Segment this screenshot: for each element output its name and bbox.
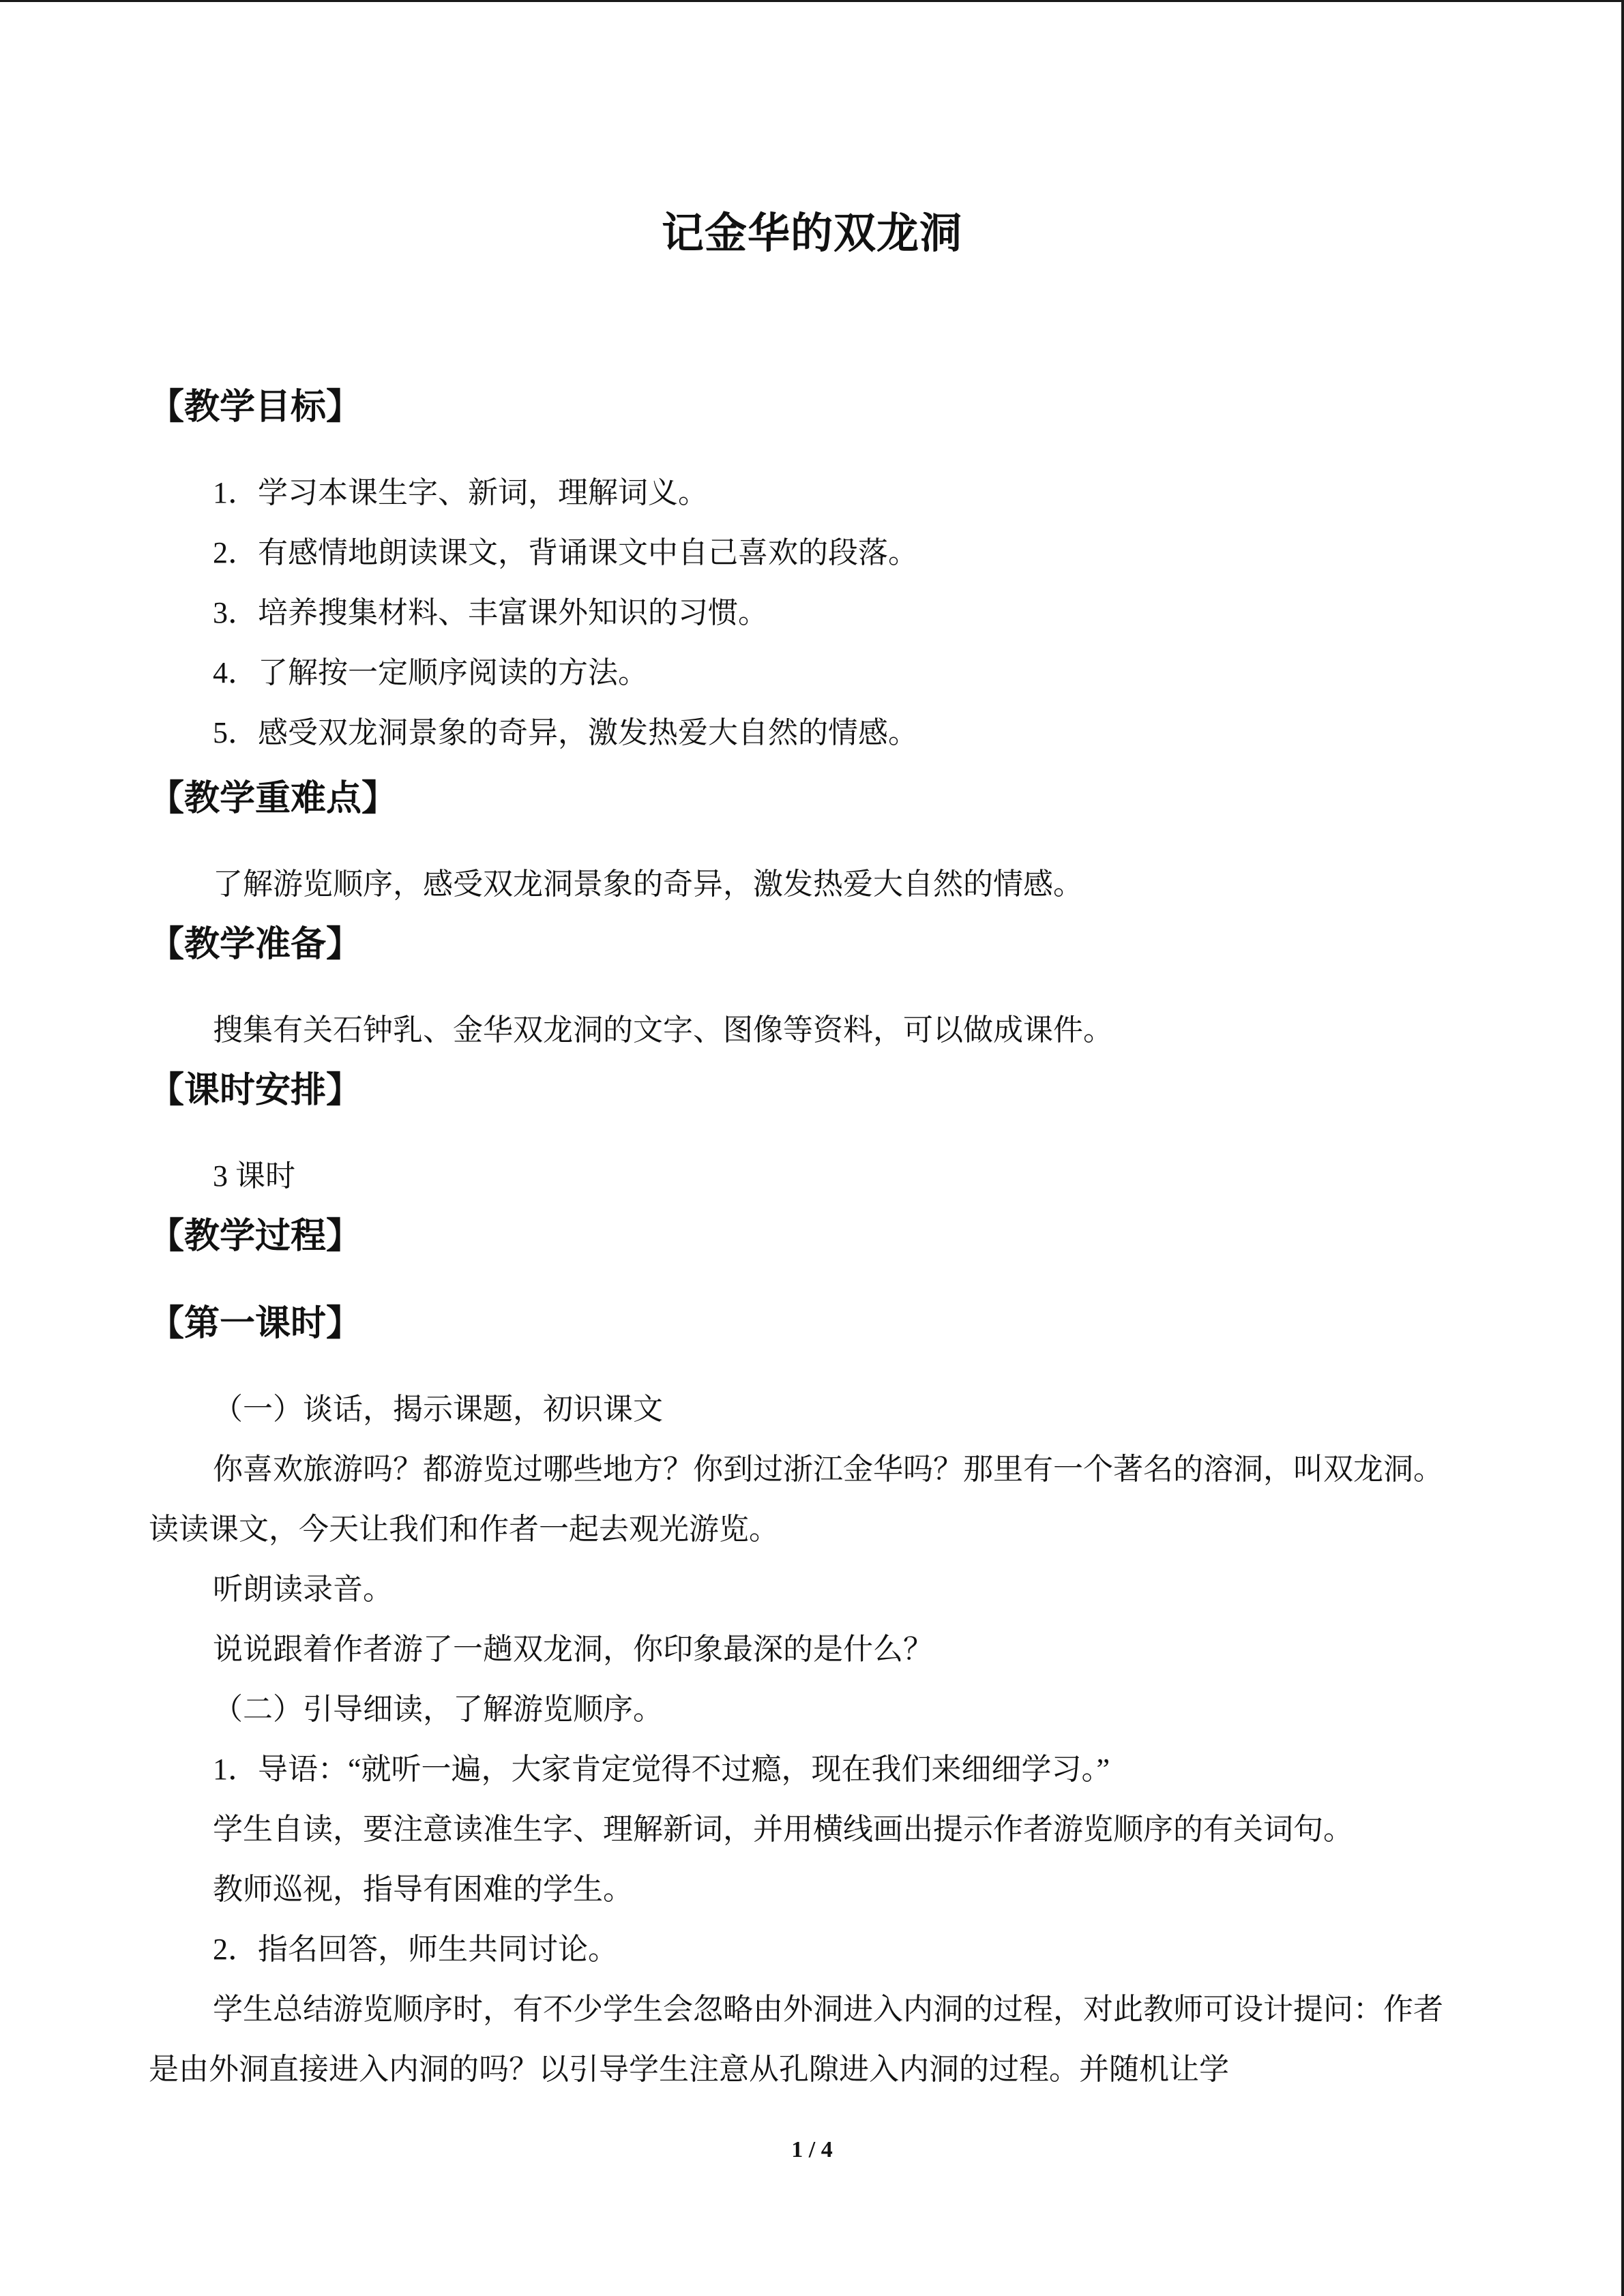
lesson-one-self-read: 学生自读，要注意读准生字、理解新词，并用横线画出提示作者游览顺序的有关词句。 xyxy=(213,1813,1353,1846)
lesson-one-answer: 2．指名回答，师生共同讨论。 xyxy=(213,1933,618,1966)
preparation-text: 搜集有关石钟乳、金华双龙洞的文字、图像等资料，可以做成课件。 xyxy=(213,1013,1113,1047)
heading-process: 【教学过程】 xyxy=(149,1217,362,1256)
objective-item-3: 3．培养搜集材料、丰富课外知识的习惯。 xyxy=(213,596,768,629)
objective-item-4: 4．了解按一定顺序阅读的方法。 xyxy=(213,656,648,689)
lesson-one-discuss: 说说跟着作者游了一趟双龙洞，你印象最深的是什么？ xyxy=(213,1632,933,1666)
objective-item-5: 5．感受双龙洞景象的奇异，激发热爱大自然的情感。 xyxy=(213,716,918,749)
heading-preparation: 【教学准备】 xyxy=(149,925,362,964)
lesson-one-listen: 听朗读录音。 xyxy=(213,1572,393,1606)
objective-item-1: 1．学习本课生字、新词，理解词义。 xyxy=(213,476,708,509)
heading-schedule: 【课时安排】 xyxy=(149,1071,362,1110)
heading-lesson-one: 【第一课时】 xyxy=(149,1304,362,1343)
key-points-text: 了解游览顺序，感受双龙洞景象的奇异，激发热爱大自然的情感。 xyxy=(213,867,1083,901)
lesson-one-teacher-patrol: 教师巡视，指导有困难的学生。 xyxy=(213,1873,633,1906)
lesson-one-guide: 1．导语：“就听一遍，大家肯定觉得不过瘾，现在我们来细细学习。” xyxy=(213,1753,1110,1786)
lesson-one-intro-paragraph: 你喜欢旅游吗？都游览过哪些地方？你到过浙江金华吗？那里有一个著名的溶洞，叫双龙洞。读读课文，今天让我们和作者一起去观光游览。 xyxy=(149,1452,1443,1546)
schedule-text: 3 课时 xyxy=(213,1159,295,1193)
document-title: 记金华的双龙洞 xyxy=(661,211,962,257)
lesson-one-summary: 学生总结游览顺序时，有不少学生会忽略由外洞进入内洞的过程，对此教师可设计提问：作者是由外洞直接进入内洞的吗？以引导学生注意从孔隙进入内洞的过程。并随机让学 xyxy=(149,1993,1443,2086)
heading-objectives: 【教学目标】 xyxy=(149,388,362,427)
lesson-one-step-2-title: （二）引导细读，了解游览顺序。 xyxy=(213,1693,663,1726)
lesson-one-step-1-title: （一）谈话，揭示课题，初识课文 xyxy=(213,1392,663,1426)
heading-key-points: 【教学重难点】 xyxy=(149,779,398,818)
objective-item-2: 2．有感情地朗读课文，背诵课文中自己喜欢的段落。 xyxy=(213,536,918,569)
page-number: 1 / 4 xyxy=(791,2137,833,2162)
